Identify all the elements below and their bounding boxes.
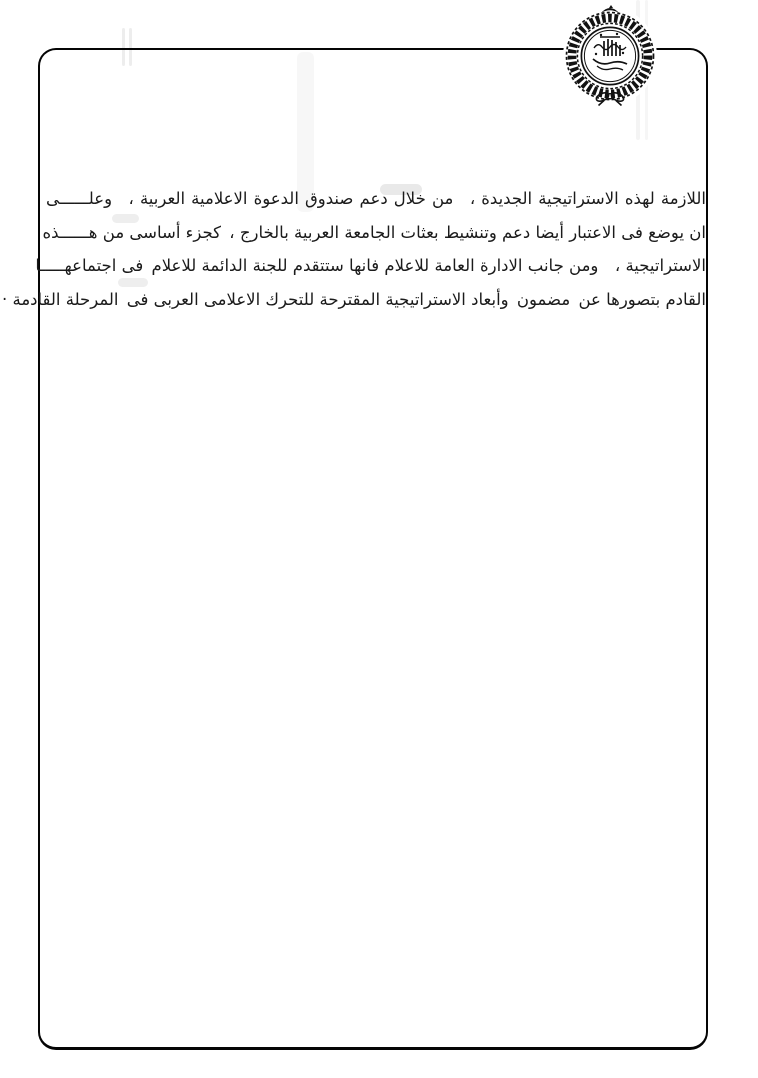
document-line-2: ان يوضع فى الاعتبار أيضا دعم وتنشيط بعثات الجامعة العربية بالخارج ، كجزء أساسى من هــــــذه (42, 222, 706, 242)
arab-league-seal-icon (560, 4, 660, 106)
document-line-1: اللازمة لهذه الاستراتيجية الجديدة ، من خلال دعم صندوق الدعوة الاعلامية العربية ، وعلــــــى (46, 189, 706, 208)
document-line-3: الاستراتيجية ، ومن جانب الادارة العامة للاعلام فانها ستتقدم للجنة الدائمة للاعلام فى اجتماعهـــــا (35, 256, 706, 275)
document-line-4: القادم بتصورها عن مضمون وأبعاد الاستراتيجية المقترحة للتحرك الاعلامى العربى فى المرحلة القادمة · (1, 289, 706, 309)
letter-body-text (1, 182, 706, 316)
